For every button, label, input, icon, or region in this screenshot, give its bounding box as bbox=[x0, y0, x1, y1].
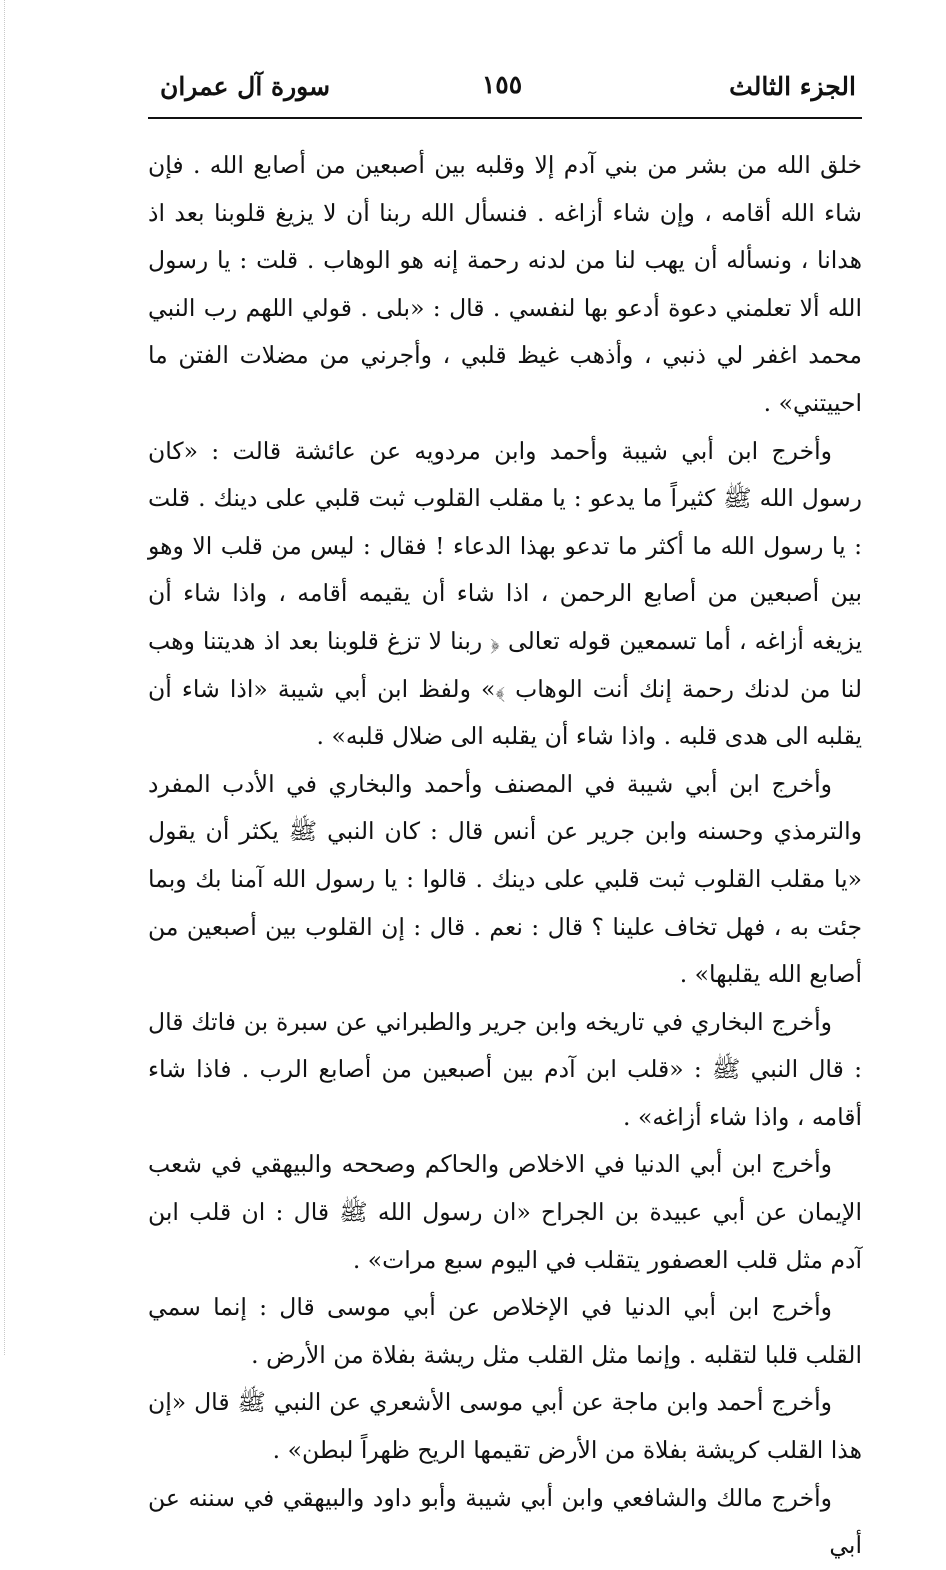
paragraph-continuation: خلق الله من بشر من بني آدم إلا وقلبه بين أصبعين من أصابع الله . فإن شاء الله أقامه ، وإن شاء أزاغه . فنسأل الله ربنا أن لا يزيغ قلوبنا بعد اذ هدانا ، ونسأله أن يهب لنا من لدنه رحمة إنه هو الوهاب . قلت : يا رسول الله ألا تعلمني دعوة أدعو بها لنفسي . قال : «بلى . قولي اللهم رب النبي محمد اغفر لي ذنبي ، وأذهب غيظ قلبي ، وأجرني من مضلات الفتن ما احييتني» . bbox=[148, 151, 862, 417]
body-text bbox=[148, 142, 862, 1570]
page-edge-dots bbox=[4, 0, 7, 1355]
part-label: الجزء الثالث bbox=[729, 72, 856, 101]
paragraph-malik-hadith: وأخرج مالك والشافعي وابن أبي شيبة وأبو داود والبيهقي في سننه عن أبي bbox=[148, 1483, 862, 1560]
running-header bbox=[148, 64, 856, 116]
paragraph-abu-musa-saying: وأخرج ابن أبي الدنيا في الإخلاص عن أبي موسى قال : إنما سمي القلب قلبا لتقلبه . وإنما مثل القلب مثل ريشة بفلاة من الأرض . bbox=[148, 1293, 862, 1369]
surah-title: سورة آل عمران bbox=[160, 72, 331, 101]
paragraph-aisha-hadith: وأخرج ابن أبي شيبة وأحمد وابن مردويه عن عائشة قالت : «كان رسول الله ﷺ كثيراً ما يدعو : يا مقلب القلوب ثبت قلبي على دينك . قلت : يا رسول الله ما أكثر ما تدعو بهذا الدعاء ! فقال : ليس من قلب الا وهو بين أصبعين من أصابع الرحمن ، اذا شاء أن يقيمه أقامه ، واذا شاء أن يزيغه أزاغه ، أما تسمعين قوله تعالى ﴿ ربنا لا تزغ قلوبنا بعد اذ هديتنا وهب لنا من لدنك رحمة إنك أنت الوهاب ﴾» ولفظ ابن أبي شيبة «اذا شاء أن يقلبه الى هدى قلبه . واذا شاء أن يقلبه الى ضلال قلبه» . bbox=[148, 436, 862, 751]
paragraph-anas-hadith: وأخرج ابن أبي شيبة في المصنف وأحمد والبخاري في الأدب المفرد والترمذي وحسنه وابن جرير عن أنس قال : كان النبي ﷺ يكثر أن يقول «يا مقلب القلوب ثبت قلبي على دينك . قالوا : يا رسول الله آمنا بك وبما جئت به ، فهل تخاف علينا ؟ قال : نعم . قال : إن القلوب بين أصبعين من أصابع الله يقلبها» . bbox=[148, 769, 862, 989]
paragraph-sabra-hadith: وأخرج البخاري في تاريخه وابن جرير والطبراني عن سبرة بن فاتك قال : قال النبي ﷺ : «قلب ابن آدم بين أصبعين من أصابع الرب . فاذا شاء أقامه ، واذا شاء أزاغه» . bbox=[148, 1007, 862, 1131]
paragraph-abu-musa-hadith: وأخرج أحمد وابن ماجة عن أبي موسى الأشعري عن النبي ﷺ قال «إن هذا القلب كريشة بفلاة من الأرض تقيمها الريح ظهراً لبطن» . bbox=[148, 1388, 862, 1465]
paragraph-abu-ubaida-hadith: وأخرج ابن أبي الدنيا في الاخلاص والحاكم وصححه والبيهقي في شعب الإيمان عن أبي عبيدة بن الجراح «ان رسول الله ﷺ قال : ان قلب ابن آدم مثل قلب العصفور يتقلب في اليوم سبع مرات» . bbox=[148, 1150, 862, 1274]
page-number: ١٥٥ bbox=[481, 70, 523, 99]
header-rule bbox=[148, 117, 862, 119]
